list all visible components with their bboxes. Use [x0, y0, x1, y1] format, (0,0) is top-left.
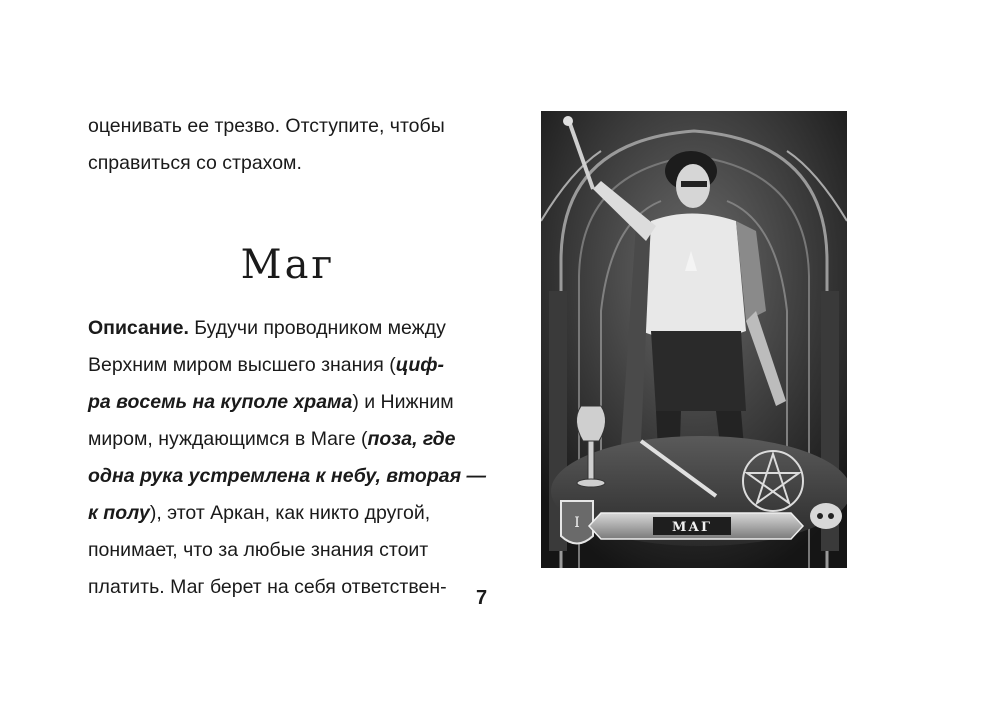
card-number: I — [574, 515, 580, 531]
card-label: МАГ — [672, 520, 712, 535]
tarot-card-illustration — [541, 111, 847, 568]
description-line: платить. Маг берет на себя ответствен- — [88, 576, 447, 598]
description-line: Описание. Будучи проводником между — [88, 317, 446, 339]
description-line: к полу), этот Аркан, как никто другой, — [88, 502, 431, 524]
description-line: одна рука устремлена к небу, вторая — — [88, 465, 486, 487]
description-paragraph — [88, 310, 488, 606]
card-number-shield — [561, 501, 593, 544]
card-name-banner — [589, 513, 803, 539]
section-title: Маг — [240, 242, 336, 288]
description-label: Описание. — [88, 317, 189, 339]
description-line: миром, нуждающимся в Маге (поза, где — [88, 428, 456, 450]
intro-paragraph — [88, 108, 488, 182]
page-number: 7 — [476, 587, 488, 609]
description-line: понимает, что за любые знания стоит — [88, 539, 429, 561]
text-column — [88, 108, 488, 606]
intro-line-1: оценивать ее трезво. Отступите, чтобы — [88, 115, 445, 137]
description-line: Верхним миром высшего знания (циф- — [88, 354, 445, 376]
intro-line-2: справиться со страхом. — [88, 152, 302, 174]
description-line: ра восемь на куполе храма) и Нижним — [88, 391, 454, 413]
skull — [810, 503, 842, 529]
